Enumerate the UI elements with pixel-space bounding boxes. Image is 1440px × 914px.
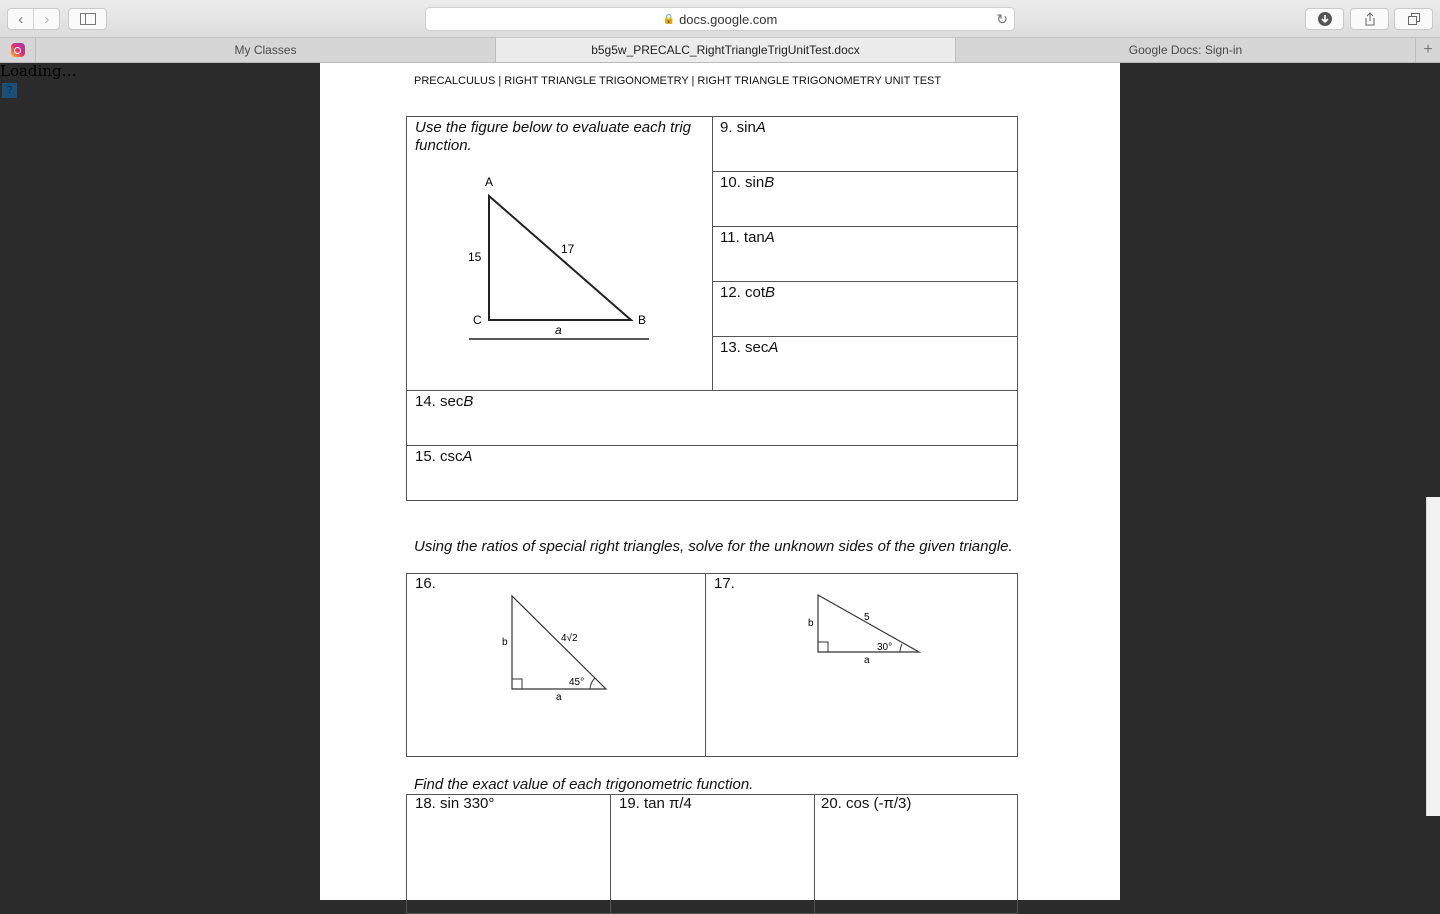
question-14 xyxy=(415,393,473,410)
question-14-cell[interactable] xyxy=(406,390,1018,446)
question-11-label: 11. tan xyxy=(720,229,765,246)
angle-arc xyxy=(590,678,595,689)
instagram-icon xyxy=(11,43,25,57)
new-tab-button[interactable] xyxy=(1415,38,1440,62)
tab-google-docs-sign-in[interactable]: Google Docs: Sign-in xyxy=(1128,43,1243,57)
hyp-label: 5 xyxy=(864,612,870,623)
side-a-label: a xyxy=(864,655,870,666)
tab-document[interactable]: b5g5w_PRECALC_RightTriangleTrigUnitTest.docx xyxy=(496,38,956,62)
download-icon xyxy=(1318,12,1332,26)
reload-icon[interactable]: ↻ xyxy=(996,11,1008,27)
triangle-45 xyxy=(512,596,606,689)
question-13 xyxy=(720,339,778,356)
side-b-label: b xyxy=(502,637,508,648)
question-16-cell[interactable] xyxy=(406,573,706,757)
question-15-label: 15. csc xyxy=(415,448,463,465)
question-15-cell[interactable] xyxy=(406,445,1018,501)
nav-buttons xyxy=(7,8,60,30)
vertex-b-label: B xyxy=(638,313,647,327)
lock-icon: 🔒 xyxy=(662,13,676,25)
sidebar-toggle-button[interactable] xyxy=(68,8,107,30)
browser-toolbar xyxy=(0,0,1440,38)
sidebar-icon xyxy=(80,13,96,25)
triangle-30 xyxy=(818,595,919,652)
angle-arc xyxy=(900,644,902,652)
triangle-abc xyxy=(489,196,631,320)
loading-text: Loading… xyxy=(0,62,77,80)
tab-overview-button[interactable] xyxy=(1394,8,1433,30)
right-triangle-figure xyxy=(407,117,712,390)
vertex-a-label: A xyxy=(485,175,494,189)
section1-instruction: Use the figure below to evaluate each trig function. xyxy=(415,119,691,154)
figure-cell xyxy=(406,116,713,391)
question-10-label: 10. sin xyxy=(720,174,765,191)
question-18-cell[interactable] xyxy=(406,794,611,914)
triangle-45-figure xyxy=(407,574,705,756)
question-19-label: 19. tan π/4 xyxy=(619,795,692,812)
side-b-label: b xyxy=(808,618,814,629)
question-13-var: A xyxy=(768,339,779,356)
section3-instruction: Find the exact value of each trigonometric function. xyxy=(414,776,754,793)
question-13-cell[interactable] xyxy=(712,336,1018,391)
question-18-label: 18. sin 330° xyxy=(415,795,495,812)
right-angle-mark xyxy=(818,642,828,652)
section2-instruction: Using the ratios of special right triangles, solve for the unknown sides of the given triangle. xyxy=(414,538,1013,555)
back-button[interactable] xyxy=(8,9,33,29)
question-20-cell[interactable] xyxy=(814,794,1018,914)
question-10-cell[interactable] xyxy=(712,171,1018,227)
share-icon xyxy=(1364,12,1376,26)
side-ac-label: 15 xyxy=(468,250,482,264)
tab-my-classes[interactable]: My Classes xyxy=(36,38,496,62)
hyp-label: 4√2 xyxy=(561,633,578,644)
question-10-var: B xyxy=(764,174,775,191)
question-10 xyxy=(720,174,774,191)
document-page xyxy=(320,63,1120,900)
question-14-var: B xyxy=(463,393,474,410)
angle-label: 30° xyxy=(877,642,893,653)
address-bar[interactable] xyxy=(425,7,1015,31)
help-icon[interactable]: ? xyxy=(2,83,17,98)
question-14-label: 14. sec xyxy=(415,393,464,410)
angle-label: 45° xyxy=(569,677,585,688)
plus-icon: + xyxy=(1423,41,1433,58)
question-12 xyxy=(720,284,775,301)
side-cb-label: a xyxy=(555,323,562,337)
question-17-label: 17. xyxy=(714,575,735,592)
question-11-cell[interactable] xyxy=(712,226,1018,282)
tab-bar xyxy=(0,38,1440,63)
question-11-var: A xyxy=(764,229,775,246)
chevron-right-icon: › xyxy=(44,10,50,28)
question-16-label: 16. xyxy=(415,575,436,592)
question-19-cell[interactable] xyxy=(610,794,815,914)
question-13-label: 13. sec xyxy=(720,339,769,356)
scrollbar[interactable] xyxy=(1426,497,1440,816)
chevron-left-icon: ‹ xyxy=(18,10,24,28)
document-header: PRECALCULUS | RIGHT TRIANGLE TRIGONOMETRY | RIGHT TRIANGLE TRIGONOMETRY UNIT TEST xyxy=(414,75,942,87)
question-9-cell[interactable] xyxy=(712,116,1018,172)
question-11 xyxy=(720,229,775,246)
question-9-label: 9. sin xyxy=(720,119,756,136)
tabs-icon xyxy=(1408,13,1420,25)
question-15 xyxy=(415,448,473,465)
forward-button[interactable] xyxy=(33,9,59,29)
question-9-var: A xyxy=(755,119,766,136)
question-20-label: 20. cos (-π/3) xyxy=(821,795,912,812)
question-12-label: 12. cot xyxy=(720,284,766,301)
triangle-30-figure xyxy=(706,574,1017,756)
url-text: docs.google.com xyxy=(679,11,778,27)
vertex-c-label: C xyxy=(473,313,482,327)
question-12-var: B xyxy=(765,284,776,301)
pinned-tab[interactable] xyxy=(0,38,36,62)
question-17-cell[interactable] xyxy=(705,573,1018,757)
question-9 xyxy=(720,119,766,136)
question-15-var: A xyxy=(462,448,473,465)
side-ab-label: 17 xyxy=(561,242,575,256)
share-button[interactable] xyxy=(1350,8,1389,30)
side-a-label: a xyxy=(556,692,562,703)
question-12-cell[interactable] xyxy=(712,281,1018,337)
downloads-button[interactable] xyxy=(1305,8,1344,30)
right-angle-mark xyxy=(512,679,522,689)
